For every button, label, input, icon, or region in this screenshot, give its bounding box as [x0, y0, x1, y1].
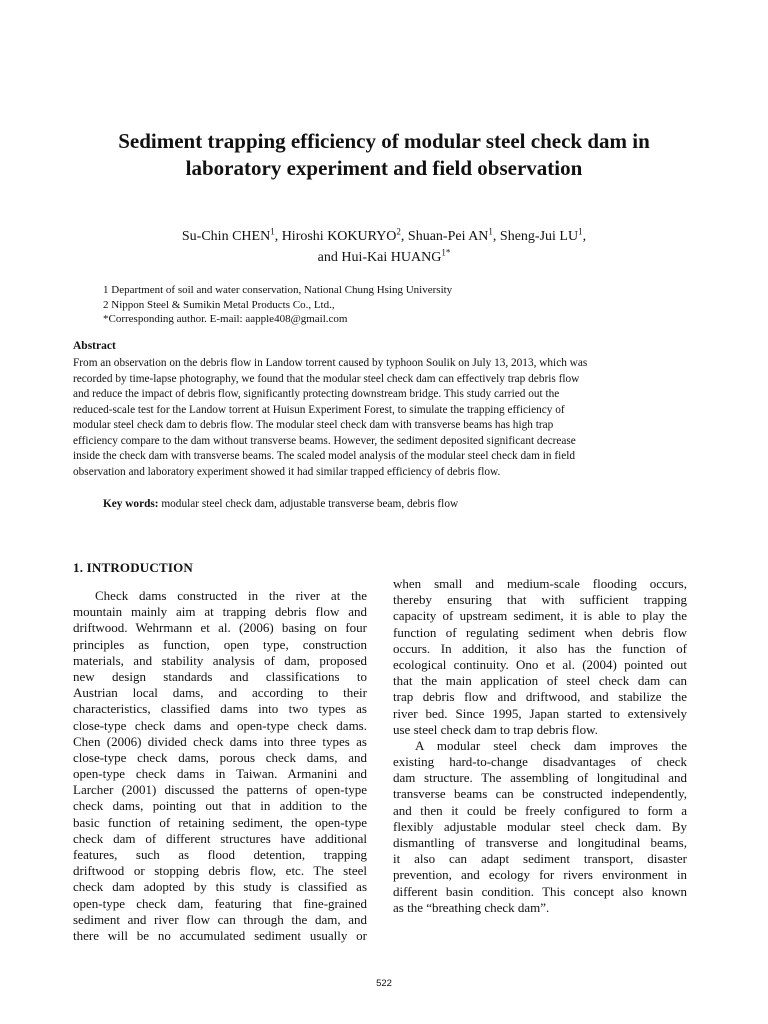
corresponding-author: *Corresponding author. E-mail: aapple408@gmail.com [103, 313, 348, 326]
paragraph-line: flexibly adjustable modular steel check dam. By [393, 818, 687, 834]
abstract-line: efficiency compare to the dam without transverse beams. However, the sediment deposited significant decrease [73, 434, 576, 447]
affiliation-mark: 1 [488, 226, 493, 237]
paragraph-line: transverse beams can be constructed independently, [393, 786, 687, 802]
paragraph-line: Chen (2006) divided check dams into three types as [73, 733, 367, 749]
paragraph-line: trap debris flow and driftwood, and stabilize the [393, 689, 687, 705]
abstract-body [73, 356, 693, 480]
abstract-line: inside the check dam with transverse beams. The scaled model analysis of the modular steel check dam in field [73, 450, 576, 462]
abstract-line: From an observation on the debris flow in Landow torrent caused by typhoon Soulik on July 13, 2013, which was [73, 357, 588, 369]
page-number: 522 [376, 978, 392, 989]
paragraph-line: dismantling of transverse and longitudinal beams, [393, 835, 687, 850]
paragraph-line: basic function of retaining sediment, the open-type [73, 814, 367, 830]
paragraph-line: features, such as flood detention, trapping [73, 847, 367, 862]
right-column [393, 576, 687, 916]
keywords [103, 498, 458, 510]
abstract-heading: Abstract [73, 340, 116, 352]
paragraph-line: driftwood. Wehrmann et al. (2006) basing on four [73, 620, 367, 636]
author-line [60, 247, 708, 268]
title-line: Sediment trapping efficiency of modular steel check dam in [118, 129, 650, 153]
paragraph-line: new design standards and classifications to [73, 668, 367, 684]
paper-title [60, 128, 708, 182]
paragraph-line: A modular steel check dam improves the [415, 737, 687, 753]
paragraph-line: capacity of upstream sediment, it is able to play the [393, 608, 687, 624]
paragraph-line: different basin condition. This concept also known [393, 883, 687, 899]
paragraph-line: open-type check dams in Taiwan. Armanini and [73, 766, 367, 782]
author-name: and Hui-Kai HUANG [317, 250, 442, 265]
paragraph-line: use steel check dam to trap debris flow. [393, 721, 598, 737]
paragraph-line: dam structure. The assembling of longitudinal and [393, 770, 687, 786]
paragraph-line: check dam of different structures have additional [73, 830, 367, 846]
abstract-line: recorded by time-lapse photography, we found that the modular steel check dam can effectively trap debris flow [73, 372, 580, 385]
affiliation-mark: 1 [270, 226, 275, 237]
paragraph-line: open-type check dam, featuring that fine-grained [73, 895, 367, 911]
author-list [60, 226, 708, 268]
left-column [73, 588, 367, 944]
paragraph-line: occurs. In addition, it also has the function of [393, 640, 687, 656]
paragraph-line: sediment and river flow can through the dam, and [73, 911, 367, 927]
paragraph-line: Larcher (2001) discussed the patterns of open-type [73, 782, 367, 798]
paragraph-line: when small and medium-scale flooding occurs, [393, 576, 687, 591]
paragraph-line: mountain mainly aim at trapping debris flow and [73, 604, 367, 620]
affiliation-line: 2 Nippon Steel & Sumikin Metal Products Co., Ltd., [103, 298, 335, 311]
author-name: , Sheng-Jui LU [492, 229, 579, 244]
affiliation-mark: 1* [441, 247, 451, 258]
paragraph-line: river bed. Since 1995, Japan started to extensively [393, 705, 687, 721]
author-line [60, 226, 708, 247]
paragraph-line: close-type check dams, porous check dams, and [73, 749, 367, 765]
paragraph-line: function of regulating sediment when debris flow [393, 624, 687, 640]
paragraph-line: there will be no accumulated sediment usually or [73, 927, 367, 943]
paragraph-line: Austrian local dams, and according to their [73, 685, 367, 701]
paragraph-line: driftwood or stopping debris flow, etc. The steel [73, 863, 367, 879]
paragraph-line: principles as function, open type, construction [73, 636, 367, 652]
paragraph-line: thereby ensuring that with sufficient trapping [393, 592, 687, 608]
author-name: Su-Chin CHEN [181, 229, 271, 244]
affiliation-mark: 1 [578, 226, 583, 237]
affiliations [103, 283, 703, 327]
abstract-line: observation and laboratory experiment showed it had similar trapped efficiency of debris flow. [73, 465, 501, 478]
author-separator: , [582, 229, 587, 244]
paragraph-line: check dams, pointing out that in addition to the [73, 798, 367, 814]
author-name: , Shuan-Pei AN [400, 229, 489, 244]
keywords-text: modular steel check dam, adjustable transverse beam, debris flow [158, 498, 459, 510]
paragraph-line: as the “breathing check dam”. [393, 899, 550, 915]
paragraph-line: and then it could be freely configured to form a [393, 802, 687, 818]
keywords-label: Key words: [103, 498, 159, 510]
abstract-line: modular steel check dam to debris flow. The modular steel check dam with transverse beams has high trap [73, 419, 554, 431]
paragraph-line: characteristics, classified dams into two types as [73, 701, 367, 717]
paragraph-line: that the main application of steel check dam can [393, 673, 687, 689]
paragraph-line: ecological continuity. Ono et al. (2004) pointed out [393, 656, 687, 672]
paragraph-line: close-type check dams and open-type check dams. [73, 717, 367, 733]
affiliation-mark: 2 [396, 226, 401, 237]
affiliation-line: 1 Department of soil and water conservation, National Chung Hsing University [103, 284, 453, 296]
paragraph-line: check dam adopted by this study is classified as [73, 879, 367, 895]
author-name: , Hiroshi KOKURYO [274, 229, 397, 244]
paragraph-line: prevention, and ecology for rivers environment in [393, 867, 687, 883]
paragraph-line: materials, and stability analysis of dam, proposed [73, 652, 367, 668]
section-heading-introduction: 1. INTRODUCTION [73, 560, 194, 575]
abstract-line: and reduce the impact of debris flow, significantly protecting downstream bridge. This study carried out the [73, 388, 560, 400]
title-line: laboratory experiment and field observation [185, 156, 583, 180]
paragraph-line: it also can adapt sediment transport, disaster [393, 851, 687, 867]
paragraph-line: Check dams constructed in the river at the [95, 588, 367, 603]
paragraph-line: existing hard-to-change disadvantages of check [393, 754, 687, 770]
abstract-line: reduced-scale test for the Landow torrent at Huisun Experiment Forest, to simulate the trapping efficiency of [73, 403, 565, 416]
